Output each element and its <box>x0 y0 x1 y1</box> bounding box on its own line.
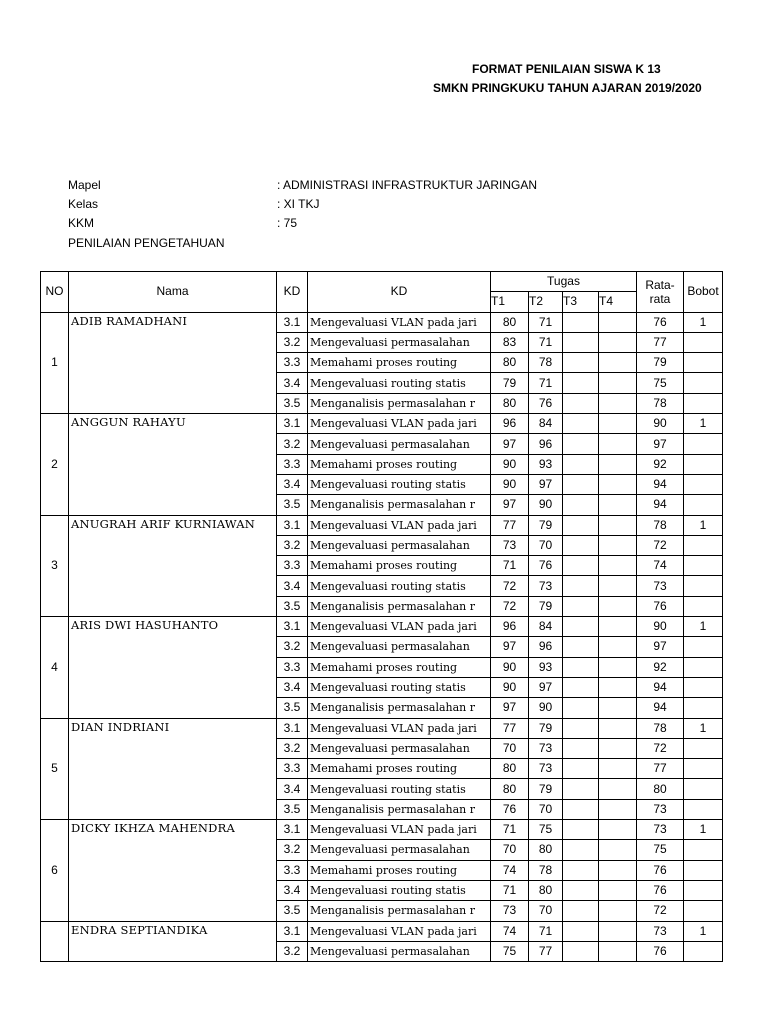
score-t1: 80 <box>491 353 529 373</box>
kd-description: Memahami proses routing <box>308 860 491 880</box>
kd-description: Menganalisis permasalahan r <box>308 495 491 515</box>
score-t3 <box>563 941 599 961</box>
score-average: 73 <box>637 576 684 596</box>
score-t2: 80 <box>529 880 563 900</box>
score-t1: 90 <box>491 454 529 474</box>
score-t4 <box>599 921 637 941</box>
score-average: 75 <box>637 840 684 860</box>
score-t2: 70 <box>529 535 563 555</box>
kelas-label: Kelas <box>68 197 99 211</box>
kd-code: 3.3 <box>277 860 308 880</box>
score-average: 75 <box>637 373 684 393</box>
bobot <box>684 941 723 961</box>
student-no: 2 <box>41 414 69 515</box>
bobot <box>684 332 723 352</box>
kd-code: 3.4 <box>277 373 308 393</box>
bobot <box>684 880 723 900</box>
score-t2: 97 <box>529 474 563 494</box>
kd-code: 3.5 <box>277 901 308 921</box>
score-t1: 71 <box>491 880 529 900</box>
kd-description: Menganalisis permasalahan r <box>308 596 491 616</box>
score-t3 <box>563 718 599 738</box>
score-t4 <box>599 515 637 535</box>
kd-code: 3.3 <box>277 353 308 373</box>
score-t3 <box>563 637 599 657</box>
score-t1: 96 <box>491 617 529 637</box>
score-average: 90 <box>637 617 684 637</box>
bobot <box>684 759 723 779</box>
kd-description: Memahami proses routing <box>308 454 491 474</box>
score-t2: 90 <box>529 495 563 515</box>
score-t3 <box>563 576 599 596</box>
score-t2: 79 <box>529 779 563 799</box>
score-t2: 70 <box>529 799 563 819</box>
score-t1: 72 <box>491 596 529 616</box>
kd-description: Menganalisis permasalahan r <box>308 799 491 819</box>
score-t4 <box>599 535 637 555</box>
score-t1: 97 <box>491 434 529 454</box>
kd-code: 3.2 <box>277 332 308 352</box>
section-label: PENILAIAN PENGETAHUAN <box>68 236 225 250</box>
score-t3 <box>563 820 599 840</box>
score-t1: 79 <box>491 373 529 393</box>
score-average: 76 <box>637 941 684 961</box>
score-t4 <box>599 759 637 779</box>
score-t3 <box>563 677 599 697</box>
score-average: 76 <box>637 880 684 900</box>
score-t4 <box>599 677 637 697</box>
table-row <box>41 312 723 332</box>
score-t4 <box>599 738 637 758</box>
bobot: 1 <box>684 515 723 535</box>
score-t4 <box>599 556 637 576</box>
table-row <box>41 921 723 941</box>
bobot: 1 <box>684 921 723 941</box>
score-t1: 71 <box>491 556 529 576</box>
score-t4 <box>599 353 637 373</box>
kd-description: Memahami proses routing <box>308 556 491 576</box>
score-t4 <box>599 901 637 921</box>
score-average: 94 <box>637 495 684 515</box>
kd-description: Mengevaluasi VLAN pada jari <box>308 414 491 434</box>
kd-description: Mengevaluasi permasalahan <box>308 434 491 454</box>
kd-description: Memahami proses routing <box>308 759 491 779</box>
score-t3 <box>563 698 599 718</box>
score-t4 <box>599 941 637 961</box>
bobot <box>684 576 723 596</box>
kd-description: Mengevaluasi routing statis <box>308 576 491 596</box>
table-row <box>41 820 723 840</box>
score-t4 <box>599 698 637 718</box>
table-row <box>41 515 723 535</box>
bobot <box>684 353 723 373</box>
score-t4 <box>599 596 637 616</box>
score-t1: 70 <box>491 738 529 758</box>
score-t4 <box>599 840 637 860</box>
score-t1: 97 <box>491 698 529 718</box>
student-no: 4 <box>41 617 69 718</box>
score-t1: 97 <box>491 637 529 657</box>
score-t1: 96 <box>491 414 529 434</box>
kd-code: 3.1 <box>277 718 308 738</box>
kd-code: 3.3 <box>277 759 308 779</box>
kd-code: 3.4 <box>277 677 308 697</box>
score-average: 92 <box>637 454 684 474</box>
mapel-value: : ADMINISTRASI INFRASTRUKTUR JARINGAN <box>277 178 538 192</box>
score-t3 <box>563 921 599 941</box>
kd-code: 3.2 <box>277 637 308 657</box>
score-t4 <box>599 393 637 413</box>
score-t3 <box>563 495 599 515</box>
score-t3 <box>563 414 599 434</box>
kd-description: Menganalisis permasalahan r <box>308 393 491 413</box>
score-t4 <box>599 454 637 474</box>
header-t2: T2 <box>529 292 563 312</box>
student-no: 3 <box>41 515 69 616</box>
student-name: ANUGRAH ARIF KURNIAWAN <box>69 515 277 616</box>
score-t1: 72 <box>491 576 529 596</box>
bobot <box>684 860 723 880</box>
score-average: 76 <box>637 860 684 880</box>
score-t4 <box>599 434 637 454</box>
score-t1: 73 <box>491 535 529 555</box>
bobot: 1 <box>684 718 723 738</box>
score-t2: 79 <box>529 596 563 616</box>
score-t1: 77 <box>491 718 529 738</box>
bobot <box>684 556 723 576</box>
bobot: 1 <box>684 414 723 434</box>
score-t4 <box>599 576 637 596</box>
score-t2: 78 <box>529 860 563 880</box>
score-t2: 79 <box>529 718 563 738</box>
score-average: 76 <box>637 596 684 616</box>
score-t4 <box>599 637 637 657</box>
score-t2: 71 <box>529 332 563 352</box>
kd-code: 3.1 <box>277 617 308 637</box>
score-t4 <box>599 617 637 637</box>
score-t3 <box>563 596 599 616</box>
score-t2: 84 <box>529 617 563 637</box>
score-t2: 76 <box>529 393 563 413</box>
score-t2: 93 <box>529 657 563 677</box>
kkm-value: : 75 <box>277 216 298 230</box>
kd-description: Mengevaluasi VLAN pada jari <box>308 515 491 535</box>
score-t2: 78 <box>529 353 563 373</box>
score-t2: 93 <box>529 454 563 474</box>
score-average: 73 <box>637 799 684 819</box>
score-t1: 80 <box>491 759 529 779</box>
score-t1: 77 <box>491 515 529 535</box>
kd-code: 3.5 <box>277 799 308 819</box>
kd-description: Memahami proses routing <box>308 657 491 677</box>
kd-description: Mengevaluasi permasalahan <box>308 637 491 657</box>
score-t3 <box>563 535 599 555</box>
score-t2: 71 <box>529 921 563 941</box>
kelas-value: : XI TKJ <box>277 197 320 211</box>
score-t2: 80 <box>529 840 563 860</box>
score-t4 <box>599 820 637 840</box>
kd-description: Mengevaluasi permasalahan <box>308 738 491 758</box>
score-t2: 96 <box>529 637 563 657</box>
score-t3 <box>563 393 599 413</box>
bobot: 1 <box>684 312 723 332</box>
score-t3 <box>563 759 599 779</box>
score-t1: 74 <box>491 921 529 941</box>
kkm-label: KKM <box>68 216 95 230</box>
mapel-label: Mapel <box>68 178 101 192</box>
header-kd-code: KD <box>277 272 308 313</box>
score-average: 94 <box>637 677 684 697</box>
document-title: FORMAT PENILAIAN SISWA K 13 <box>472 62 661 76</box>
kd-code: 3.4 <box>277 474 308 494</box>
score-t3 <box>563 901 599 921</box>
score-t4 <box>599 414 637 434</box>
kd-code: 3.1 <box>277 414 308 434</box>
student-name: ANGGUN RAHAYU <box>69 414 277 515</box>
score-t1: 83 <box>491 332 529 352</box>
kd-code: 3.1 <box>277 921 308 941</box>
score-average: 73 <box>637 921 684 941</box>
score-t4 <box>599 880 637 900</box>
score-t2: 73 <box>529 738 563 758</box>
score-average: 97 <box>637 637 684 657</box>
kd-description: Mengevaluasi permasalahan <box>308 535 491 555</box>
score-t3 <box>563 860 599 880</box>
student-no: 6 <box>41 820 69 921</box>
score-average: 72 <box>637 738 684 758</box>
score-t4 <box>599 495 637 515</box>
student-name: ARIS DWI HASUHANTO <box>69 617 277 718</box>
header-rata: Rata- rata <box>637 272 684 313</box>
score-average: 79 <box>637 353 684 373</box>
score-t4 <box>599 474 637 494</box>
score-average: 80 <box>637 779 684 799</box>
kd-description: Mengevaluasi permasalahan <box>308 941 491 961</box>
kd-code: 3.3 <box>277 556 308 576</box>
score-t1: 75 <box>491 941 529 961</box>
bobot <box>684 454 723 474</box>
bobot: 1 <box>684 820 723 840</box>
student-no: 1 <box>41 312 69 413</box>
document-subtitle: SMKN PRINGKUKU TAHUN AJARAN 2019/2020 <box>433 81 702 95</box>
score-t4 <box>599 332 637 352</box>
kd-description: Memahami proses routing <box>308 353 491 373</box>
bobot <box>684 901 723 921</box>
bobot: 1 <box>684 617 723 637</box>
kd-description: Menganalisis permasalahan r <box>308 901 491 921</box>
bobot <box>684 677 723 697</box>
score-t3 <box>563 353 599 373</box>
bobot <box>684 393 723 413</box>
kd-description: Mengevaluasi routing statis <box>308 373 491 393</box>
kd-code: 3.1 <box>277 312 308 332</box>
score-t1: 90 <box>491 657 529 677</box>
student-name: ADIB RAMADHANI <box>69 312 277 413</box>
score-t1: 76 <box>491 799 529 819</box>
score-average: 77 <box>637 759 684 779</box>
score-average: 94 <box>637 474 684 494</box>
score-t4 <box>599 312 637 332</box>
student-name: ENDRA SEPTIANDIKA <box>69 921 277 962</box>
student-no <box>41 921 69 962</box>
score-t3 <box>563 738 599 758</box>
header-t1: T1 <box>491 292 529 312</box>
bobot <box>684 637 723 657</box>
score-t3 <box>563 312 599 332</box>
score-t3 <box>563 556 599 576</box>
score-t3 <box>563 454 599 474</box>
student-no: 5 <box>41 718 69 819</box>
score-t1: 80 <box>491 779 529 799</box>
score-t2: 71 <box>529 312 563 332</box>
score-average: 72 <box>637 901 684 921</box>
score-average: 72 <box>637 535 684 555</box>
header-bobot: Bobot <box>684 272 723 313</box>
kd-code: 3.4 <box>277 576 308 596</box>
score-t1: 90 <box>491 677 529 697</box>
kd-description: Mengevaluasi routing statis <box>308 779 491 799</box>
kd-code: 3.5 <box>277 393 308 413</box>
score-t2: 97 <box>529 677 563 697</box>
kd-code: 3.4 <box>277 880 308 900</box>
score-t1: 74 <box>491 860 529 880</box>
score-t1: 80 <box>491 312 529 332</box>
bobot <box>684 799 723 819</box>
score-average: 97 <box>637 434 684 454</box>
student-name: DIAN INDRIANI <box>69 718 277 819</box>
score-t1: 80 <box>491 393 529 413</box>
score-t3 <box>563 617 599 637</box>
score-t4 <box>599 799 637 819</box>
score-average: 74 <box>637 556 684 576</box>
score-average: 90 <box>637 414 684 434</box>
bobot <box>684 840 723 860</box>
kd-code: 3.2 <box>277 738 308 758</box>
score-t3 <box>563 434 599 454</box>
header-t3: T3 <box>563 292 599 312</box>
score-average: 78 <box>637 393 684 413</box>
table-row <box>41 617 723 637</box>
score-average: 78 <box>637 515 684 535</box>
score-average: 92 <box>637 657 684 677</box>
kd-code: 3.2 <box>277 434 308 454</box>
kd-code: 3.1 <box>277 515 308 535</box>
score-t2: 77 <box>529 941 563 961</box>
score-t3 <box>563 373 599 393</box>
score-t4 <box>599 860 637 880</box>
score-average: 94 <box>637 698 684 718</box>
kd-code: 3.4 <box>277 779 308 799</box>
header-kd-desc: KD <box>308 272 491 313</box>
bobot <box>684 474 723 494</box>
kd-description: Mengevaluasi routing statis <box>308 880 491 900</box>
score-t2: 75 <box>529 820 563 840</box>
score-t3 <box>563 657 599 677</box>
bobot <box>684 698 723 718</box>
score-t2: 76 <box>529 556 563 576</box>
kd-description: Mengevaluasi VLAN pada jari <box>308 718 491 738</box>
score-t3 <box>563 840 599 860</box>
student-name: DICKY IKHZA MAHENDRA <box>69 820 277 921</box>
grade-table <box>40 271 723 962</box>
score-t1: 71 <box>491 820 529 840</box>
table-row <box>41 414 723 434</box>
score-average: 77 <box>637 332 684 352</box>
kd-description: Mengevaluasi VLAN pada jari <box>308 312 491 332</box>
table-row <box>41 718 723 738</box>
score-t2: 73 <box>529 576 563 596</box>
score-t4 <box>599 779 637 799</box>
score-t2: 96 <box>529 434 563 454</box>
score-t1: 70 <box>491 840 529 860</box>
header-nama: Nama <box>69 272 277 313</box>
kd-code: 3.5 <box>277 495 308 515</box>
score-average: 73 <box>637 820 684 840</box>
kd-description: Menganalisis permasalahan r <box>308 698 491 718</box>
score-t2: 71 <box>529 373 563 393</box>
header-no: NO <box>41 272 69 313</box>
kd-code: 3.2 <box>277 840 308 860</box>
kd-description: Mengevaluasi VLAN pada jari <box>308 617 491 637</box>
score-t3 <box>563 515 599 535</box>
bobot <box>684 738 723 758</box>
score-t4 <box>599 657 637 677</box>
bobot <box>684 434 723 454</box>
score-t2: 84 <box>529 414 563 434</box>
kd-code: 3.3 <box>277 454 308 474</box>
kd-description: Mengevaluasi permasalahan <box>308 332 491 352</box>
score-t2: 90 <box>529 698 563 718</box>
header-tugas: Tugas <box>491 272 637 292</box>
grade-body <box>41 312 723 962</box>
bobot <box>684 596 723 616</box>
score-average: 76 <box>637 312 684 332</box>
kd-code: 3.5 <box>277 698 308 718</box>
header-t4: T4 <box>599 292 637 312</box>
score-t1: 90 <box>491 474 529 494</box>
bobot <box>684 495 723 515</box>
score-t1: 97 <box>491 495 529 515</box>
bobot <box>684 373 723 393</box>
score-t3 <box>563 880 599 900</box>
kd-description: Mengevaluasi routing statis <box>308 474 491 494</box>
score-t3 <box>563 799 599 819</box>
kd-code: 3.2 <box>277 535 308 555</box>
score-t4 <box>599 718 637 738</box>
score-t2: 79 <box>529 515 563 535</box>
kd-code: 3.2 <box>277 941 308 961</box>
score-average: 78 <box>637 718 684 738</box>
kd-code: 3.3 <box>277 657 308 677</box>
kd-code: 3.1 <box>277 820 308 840</box>
bobot <box>684 535 723 555</box>
score-t2: 73 <box>529 759 563 779</box>
score-t2: 70 <box>529 901 563 921</box>
bobot <box>684 657 723 677</box>
score-t4 <box>599 373 637 393</box>
score-t3 <box>563 474 599 494</box>
kd-description: Mengevaluasi routing statis <box>308 677 491 697</box>
score-t3 <box>563 332 599 352</box>
kd-code: 3.5 <box>277 596 308 616</box>
score-t1: 73 <box>491 901 529 921</box>
kd-description: Mengevaluasi VLAN pada jari <box>308 820 491 840</box>
kd-description: Mengevaluasi permasalahan <box>308 840 491 860</box>
score-t3 <box>563 779 599 799</box>
kd-description: Mengevaluasi VLAN pada jari <box>308 921 491 941</box>
bobot <box>684 779 723 799</box>
